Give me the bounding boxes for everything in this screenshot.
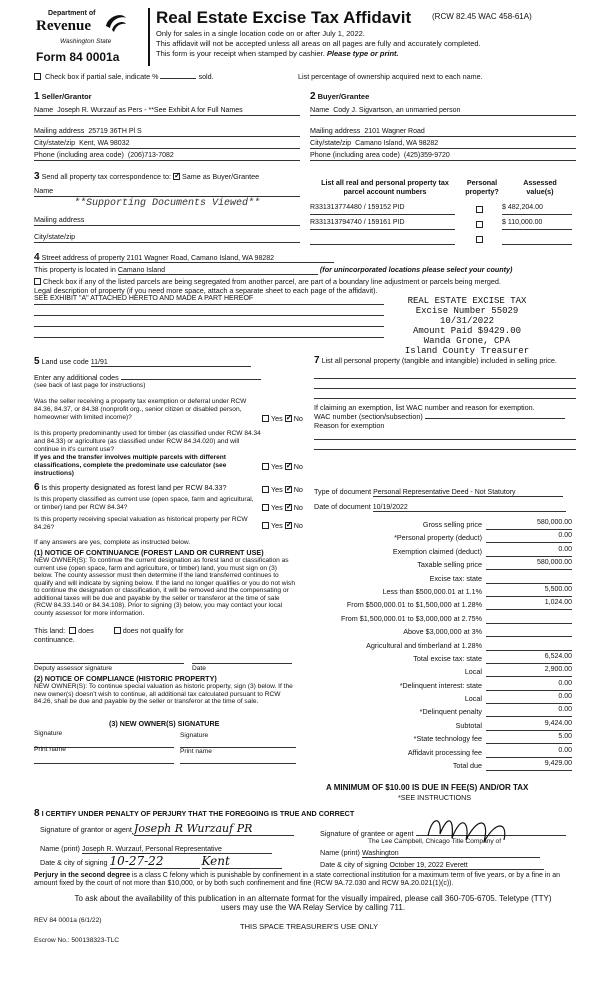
stamp-line: REAL ESTATE EXCISE TAX	[407, 296, 527, 306]
tax-row-label: Exemption claimed (deduct)	[392, 546, 482, 556]
tax-row-label: *Delinquent penalty	[419, 707, 482, 717]
tax-row	[314, 705, 576, 718]
personal-property-checkbox[interactable]	[476, 221, 483, 228]
grantee-name-row	[320, 848, 540, 858]
correspondence-section	[34, 171, 300, 243]
correspondence-city-label: City/state/zip	[34, 232, 76, 241]
seller-number: 1	[34, 91, 40, 102]
document-date-field[interactable]: 10/19/2022	[373, 504, 566, 512]
location-number: 4	[34, 252, 40, 263]
tax-row-value[interactable]: 6,524.00	[486, 653, 572, 664]
no-label: No	[293, 521, 303, 530]
stamp-line: Amount Paid $9429.00	[412, 326, 522, 336]
segregated-label: Check box if any of the listed parcels are being segregated from another parcel, are part of a boundary line adjustment or parcels being merged.	[43, 277, 501, 286]
street-label: Street address of property	[41, 253, 125, 262]
yes-label: Yes	[271, 462, 283, 471]
tax-row	[314, 665, 576, 678]
header-note-3	[156, 49, 399, 58]
tax-row	[314, 545, 576, 558]
seller-section	[34, 91, 300, 161]
landuse-label: Land use code	[41, 357, 89, 366]
timber-yes-checkbox[interactable]	[262, 463, 269, 470]
tax-row-value[interactable]	[486, 626, 572, 637]
stamp-line: Wanda Grone, CPA	[423, 336, 511, 346]
yes-label: Yes	[271, 485, 283, 494]
personal-property-checkbox[interactable]	[476, 206, 483, 213]
personal-property-number: 7	[314, 355, 320, 366]
additional-codes-row	[34, 373, 310, 382]
new-owner-signature-field-2[interactable]	[180, 738, 296, 748]
reason-row	[314, 421, 576, 430]
buyer-name-row	[310, 105, 576, 116]
wac-row	[314, 412, 576, 421]
buyer-phone-label: Phone (including area code)	[310, 150, 400, 159]
tax-row-label: From $500,000.01 to $1,500,000 at 1.28%	[346, 600, 482, 610]
no-label: No	[293, 462, 303, 471]
forest-no-checkbox[interactable]	[285, 486, 292, 493]
segregated-checkbox[interactable]	[34, 278, 41, 285]
tax-row-value[interactable]: 0.00	[486, 693, 572, 704]
forest-question	[34, 482, 264, 493]
buyer-city-row	[310, 138, 576, 149]
print-name-field-2[interactable]	[180, 754, 296, 764]
tax-row-value[interactable]	[486, 613, 572, 624]
grantor-signature-field[interactable]: Joseph R Wurzauf PR	[134, 822, 294, 836]
compliance-heading: (2) NOTICE OF COMPLIANCE (HISTORIC PROPERTY)	[34, 674, 217, 683]
buyer-name-field[interactable]: Cody J. Sigvartson, an unmarried person	[333, 107, 461, 114]
signature-label-2: Signature	[180, 732, 209, 739]
reason-line[interactable]	[314, 430, 576, 440]
grantee-signature-label: Signature of grantee or agent	[320, 829, 414, 838]
deputy-signature-label: Deputy assessor signature	[34, 665, 113, 672]
grantor-name-label: Name (print)	[40, 844, 80, 853]
print-name-field[interactable]	[34, 754, 174, 764]
print-name-label: Print name	[34, 746, 66, 753]
located-row	[34, 265, 578, 275]
tax-row-label: Above $3,000,000 at 3%	[403, 627, 482, 637]
wac-number-label: WAC number (section/subsection)	[314, 412, 423, 421]
tax-table	[314, 518, 576, 772]
yes-label: Yes	[271, 414, 283, 423]
dept-of-label: Department of	[48, 10, 96, 17]
ownership-note: List percentage of ownership acquired next to each name.	[298, 72, 483, 81]
tax-row	[314, 598, 576, 611]
correspondence-name-label: Name	[34, 186, 54, 195]
partial-percent-field[interactable]	[160, 78, 196, 79]
tax-row-label: Agricultural and timberland at 1.28%	[366, 640, 482, 650]
continuance-label: continuance.	[34, 635, 75, 644]
tax-row-value[interactable]: 0.00	[486, 532, 572, 543]
perjury-text: is a class C felony which is punishable by confinement in a state correctional institution for a maximum term of five years, or by a fine in an amount fixed by the court of not more than $10,000, or by both such confinement and fine (RCW 9A.72.030 and RCW 9A.20.021(1)(c)).	[34, 872, 561, 887]
swirl-icon	[104, 12, 128, 36]
minimum-due-note: A MINIMUM OF $10.00 IS DUE IN FEE(S) AND/OR TAX	[326, 783, 529, 792]
exemption-answer	[262, 414, 303, 423]
tax-row-value[interactable]: 580,000.00	[486, 519, 572, 530]
tax-row	[314, 732, 576, 745]
certify-number: 8	[34, 808, 40, 819]
current-use-answer	[262, 503, 303, 512]
parcel-row	[310, 204, 576, 216]
partial-sale-label: Check box if partial sale, indicate %	[45, 72, 159, 81]
treasurer-stamp	[392, 296, 542, 356]
legal-label: Legal description of property (if you need more space, attach a separate sheet to each page of the affidavit).	[34, 286, 378, 295]
tax-row-label: Taxable selling price	[417, 560, 482, 570]
personal-property-line[interactable]	[314, 369, 576, 379]
deputy-date-label: Date	[192, 665, 206, 672]
assessed-value[interactable]: $ 482,204.00	[502, 204, 572, 215]
tax-row-label: Excise tax: state	[429, 573, 482, 583]
parcel-col-header: List all real and personal property tax parcel account numbers	[321, 178, 449, 196]
same-as-buyer-checkbox[interactable]	[173, 173, 180, 180]
receipt-note: This form is your receipt when stamped by cashier.	[156, 49, 325, 58]
tax-row	[314, 639, 576, 652]
rev-number: REV 84 0001a (6/1/22)	[34, 917, 102, 924]
certify-heading: I CERTIFY UNDER PENALTY OF PERJURY THAT THE FOREGOING IS TRUE AND CORRECT	[41, 809, 355, 818]
segregated-row	[34, 277, 578, 286]
tax-row-label: Local	[464, 667, 482, 677]
company-line: The Lee Campbell, Chicago Title Company of	[368, 838, 502, 845]
seller-phone-row	[34, 150, 300, 161]
tax-row-label: Total due	[452, 761, 482, 771]
seller-mailing-row	[34, 126, 300, 137]
see-instructions-note: *SEE INSTRUCTIONS	[398, 793, 472, 802]
see-back-note: (see back of last page for instructions)	[34, 382, 146, 389]
tax-row-label: Total excise tax: state	[413, 653, 482, 663]
correspondence-text: Send all property tax correspondence to:	[41, 172, 172, 181]
forest-yes-checkbox[interactable]	[262, 486, 269, 493]
wac-label: If claiming an exemption, list WAC number and reason for exemption.	[314, 403, 535, 412]
correspondence-number: 3	[34, 171, 40, 182]
dor-logo	[8, 8, 140, 56]
grantee-name-label: Name (print)	[320, 848, 360, 857]
personal-property-label: List all personal property (tangible and intangible) included in selling price.	[321, 356, 557, 365]
seller-phone-field[interactable]: (206)713-7082	[127, 152, 174, 159]
parcel-number[interactable]: R331313794740 / 159161 PID	[310, 219, 455, 230]
exemption-no-checkbox[interactable]	[285, 415, 292, 422]
tax-row-value[interactable]: 5.00	[486, 733, 572, 744]
partial-sale-row	[34, 72, 214, 81]
parcel-number[interactable]	[310, 234, 455, 245]
type-print-note: Please type or print.	[326, 49, 399, 58]
exemption-yes-checkbox[interactable]	[262, 415, 269, 422]
personal-property-line[interactable]	[314, 389, 576, 399]
tax-row	[314, 531, 576, 544]
tax-row	[314, 612, 576, 625]
seller-city-row	[34, 138, 300, 149]
tax-row-value[interactable]: 9,429.00	[486, 760, 572, 771]
grantee-date-label: Date & city of signing	[320, 860, 388, 869]
assessed-value[interactable]	[502, 234, 572, 245]
grantee-date-field[interactable]: October 19, 2022 Everett	[390, 862, 544, 870]
additional-codes-field[interactable]	[121, 379, 261, 380]
new-owner-heading: (3) NEW OWNER(S) SIGNATURE	[109, 719, 220, 728]
personal-property-line[interactable]	[314, 379, 576, 389]
historic-question: Is this property receiving special valuation as historical property per RCW 84.26?	[34, 516, 248, 531]
legal-description[interactable]: SEE EXHIBIT "A" ATTACHED HERETO AND MADE A PART HEREOF	[34, 295, 384, 305]
header-divider	[148, 8, 150, 66]
tax-row-value[interactable]	[486, 573, 572, 584]
personal-property-section	[314, 356, 576, 450]
tax-row-value[interactable]: 1,024.00	[486, 599, 572, 610]
tax-row	[314, 719, 576, 732]
located-label: This property is located in	[34, 265, 116, 274]
yes-label: Yes	[271, 503, 283, 512]
seller-name-field[interactable]: Joseph R. Wurzauf as Pers - **See Exhibit A for Full Names	[57, 107, 243, 114]
tax-row-label: Gross selling price	[422, 520, 482, 529]
tax-row-label: From $1,500,000.01 to $3,000,000 at 2.75%	[340, 613, 482, 623]
buyer-city-field[interactable]: Camano Island, WA 98282	[355, 140, 439, 147]
correspondence-mailing-row[interactable]	[34, 215, 300, 226]
tax-row	[314, 652, 576, 665]
tax-row	[314, 625, 576, 638]
no-label: No	[293, 503, 303, 512]
header-note-2: This affidavit will not be accepted unless all areas on all pages are fully and accurately completed.	[156, 39, 481, 48]
document-date-row	[314, 502, 566, 512]
tax-row-value[interactable]: 2,900.00	[486, 666, 572, 677]
landuse-code-field[interactable]: 11/91	[91, 359, 251, 367]
buyer-city-label: City/state/zip	[310, 138, 352, 147]
tax-row	[314, 585, 576, 598]
deputy-signature-field[interactable]	[34, 654, 184, 664]
seller-city-label: City/state/zip	[34, 138, 76, 147]
form-number: Form 84 0001a	[36, 50, 120, 64]
this-land-label: This land:	[34, 626, 66, 635]
perjury-bold: Perjury in the second degree	[34, 872, 131, 879]
forest-answer	[262, 485, 303, 494]
alt-format-notice: To ask about the availability of this publication in an alternate format for the visually impaired, please call 360-705-6705. Teletype (TTY) users may use the WA Relay Service by calling 711.	[74, 894, 552, 912]
personal-property-checkbox[interactable]	[476, 236, 483, 243]
tax-row-value[interactable]	[486, 640, 572, 651]
continuance-heading: (1) NOTICE OF CONTINUANCE (FOREST LAND OR CURRENT USE)	[34, 548, 264, 557]
tax-row	[314, 558, 576, 571]
same-as-buyer-label: Same as Buyer/Grantee	[182, 172, 260, 181]
rcw-reference: (RCW 82.45 WAC 458-61A)	[432, 12, 532, 21]
historic-answer	[262, 521, 303, 530]
tax-row-label: Local	[464, 694, 482, 704]
grantor-date-field[interactable]: 10-27-22	[110, 854, 200, 869]
personal-col-header: Personal property?	[465, 178, 499, 196]
current-use-no-checkbox[interactable]	[285, 504, 292, 511]
grantee-name-field[interactable]: Washington	[362, 850, 540, 858]
street-row	[34, 252, 334, 263]
grantor-signature-row	[40, 822, 308, 836]
tax-row	[314, 692, 576, 705]
buyer-number: 2	[310, 91, 316, 102]
grantor-name-field[interactable]: Joseph R. Wurzauf, Personal Representative	[82, 846, 272, 854]
page-title: Real Estate Excise Tax Affidavit	[156, 8, 412, 27]
supporting-docs-stamp: **Supporting Documents Viewed**	[73, 198, 261, 209]
print-name-label-2: Print name	[180, 748, 212, 755]
does-not-label: does not qualify for	[122, 626, 184, 635]
seller-name-row	[34, 105, 300, 116]
tax-row-label: *State technology fee	[413, 734, 482, 744]
if-any-note: If any answers are yes, complete as instructed below.	[34, 539, 191, 546]
legal-line[interactable]	[34, 327, 384, 338]
current-use-yes-checkbox[interactable]	[262, 504, 269, 511]
timber-question: Is this property predominantly used for timber (as classified under RCW 84.34 and 84.33) or agriculture (as classified under RCW 84.34.020) and will continue in it's current use?	[34, 430, 261, 453]
yes-label: Yes	[271, 521, 283, 530]
timber-no-checkbox[interactable]	[285, 463, 292, 470]
treasurer-only-label: THIS SPACE TREASURER'S USE ONLY	[240, 922, 379, 931]
current-use-question: Is this property classified as current use (open space, farm and agricultural, or timber) land per RCW 84.34?	[34, 496, 254, 511]
located-field[interactable]: Camano Island	[118, 267, 318, 275]
no-label: No	[293, 414, 303, 423]
parcel-number[interactable]: R331313774480 / 159152 PID	[310, 204, 455, 215]
tax-row-value[interactable]: 0.00	[486, 747, 572, 758]
tax-row-value[interactable]: 5,500.00	[486, 586, 572, 597]
assessed-col-header: Assessed value(s)	[523, 178, 557, 196]
grantor-city-field[interactable]: Kent	[202, 854, 282, 869]
tax-row-label: *Delinquent interest: state	[399, 680, 482, 690]
document-type-field[interactable]: Personal Representative Deed - Not Statutory	[373, 489, 563, 497]
grantor-date-row	[40, 854, 282, 869]
sold-label: sold.	[198, 72, 214, 81]
buyer-phone-field[interactable]: (425)359-9720	[403, 152, 450, 159]
timber-answer	[262, 462, 303, 471]
legal-line[interactable]	[34, 316, 384, 327]
header-note-1: Only for sales in a single location code on or after July 1, 2022.	[156, 29, 365, 38]
historic-no-checkbox[interactable]	[285, 522, 292, 529]
tax-row-label: Affidavit processing fee	[407, 747, 482, 757]
stamp-line: 10/31/2022	[439, 316, 494, 326]
state-label: Washington State	[60, 38, 112, 45]
buyer-mailing-field[interactable]: 2101 Wagner Road	[364, 128, 425, 135]
seller-mailing-field[interactable]: 25719 36TH Pl S	[88, 128, 142, 135]
legal-line[interactable]	[34, 305, 384, 316]
does-label: does	[78, 626, 94, 635]
landuse-number: 5	[34, 356, 40, 367]
document-type-row	[314, 487, 563, 497]
multiple-parcels-note: If yes and the transfer involves multiple parcels with different classifications, complete the predominate use calculator (see instructions)	[34, 454, 227, 477]
parcel-row	[310, 234, 576, 246]
buyer-name-label: Name	[310, 105, 330, 114]
stamp-line: Island County Treasurer	[404, 346, 530, 356]
seller-city-field[interactable]: Kent, WA 98032	[79, 140, 130, 147]
partial-sale-checkbox[interactable]	[34, 73, 41, 80]
landuse-section	[34, 356, 310, 477]
buyer-section	[310, 91, 576, 161]
grantee-date-row	[320, 860, 544, 870]
street-field[interactable]: 2101 Wagner Road, Camano Island, WA 98282	[126, 255, 275, 262]
does-not-checkbox[interactable]	[114, 627, 121, 634]
tax-row	[314, 572, 576, 585]
escrow-number: Escrow No.: 500138323-TLC	[34, 937, 120, 944]
grantor-name-row	[40, 844, 272, 854]
exemption-question: Was the seller receiving a property tax exemption or deferral under RCW 84.36, 84.37, or 84.38 (nonprofit org., senior citizen or disabled person, homeowner with limited income)?	[34, 398, 247, 421]
buyer-mailing-row	[310, 126, 576, 137]
stamp-line: Excise Number 55029	[415, 306, 519, 316]
signature-label: Signature	[34, 730, 63, 737]
tax-row-value[interactable]: 0.00	[486, 546, 572, 557]
tax-row-value[interactable]: 9,424.00	[486, 720, 572, 731]
continuance-body: NEW OWNER(S): To continue the current designation as forest land or classification as current use (open space, farm and agriculture, or timber) land, you must sign on (3) below. The county assessor must then determine if the land transferred continues to qualify and will indicate by signing below. If the land no longer qualifies or you do not wish to continue the designation or classification, it will be removed and the compensating or additional taxes will be due and payable by the seller or transferor at the time of sale (RCW 84.33.140 or 84.34.108). Prior to signing (3) below, you may contact your local county assessor for more information.	[34, 557, 295, 617]
revenue-wordmark: Revenue	[36, 18, 91, 34]
forest-question-text: Is this property designated as forest land per RCW 84.33?	[41, 483, 227, 492]
tax-row-value[interactable]: 0.00	[486, 706, 572, 717]
correspondence-name-row[interactable]	[34, 186, 300, 197]
tax-row	[314, 746, 576, 759]
deputy-date-field[interactable]	[192, 654, 292, 664]
correspondence-mailing-label: Mailing address	[34, 215, 85, 224]
this-land-row	[34, 626, 183, 635]
document-date-label: Date of document	[314, 502, 371, 511]
buyer-mailing-label: Mailing address	[310, 126, 361, 135]
seller-phone-label: Phone (including area code)	[34, 150, 124, 159]
document-type-label: Type of document	[314, 487, 372, 496]
wac-number-field[interactable]	[425, 418, 565, 419]
does-checkbox[interactable]	[69, 627, 76, 634]
tax-row-label: *Personal property (deduct)	[394, 533, 482, 543]
no-label: No	[293, 485, 303, 494]
parcel-row	[310, 219, 576, 231]
correspondence-city-row[interactable]	[34, 232, 300, 243]
seller-name-label: Name	[34, 105, 54, 114]
tax-row-label: Subtotal	[455, 720, 482, 730]
seller-heading: Seller/Grantor	[41, 92, 92, 101]
reason-label: Reason for exemption	[314, 421, 385, 430]
historic-yes-checkbox[interactable]	[262, 522, 269, 529]
tax-row-value[interactable]: 580,000.00	[486, 559, 572, 570]
seller-mailing-label: Mailing address	[34, 126, 85, 135]
tax-row	[314, 759, 576, 772]
assessed-value[interactable]: $ 110,000.00	[502, 219, 572, 230]
grantor-date-label: Date & city of signing	[40, 858, 108, 867]
buyer-heading: Buyer/Grantee	[317, 92, 370, 101]
tax-row	[314, 679, 576, 692]
compliance-body: NEW OWNER(S): To continue special valuation as historic property, sign (3) below. If the new owner(s) doesn't wish to continue, all additional tax calculated pursuant to RCW 84.26, shall be due and payable by the seller or transferor at the time of sale.	[34, 683, 293, 705]
buyer-phone-row	[310, 150, 576, 161]
unincorporated-note: (for unincorporated locations please select your county)	[319, 265, 513, 274]
additional-codes-label: Enter any additional codes	[34, 373, 119, 382]
tax-row-value[interactable]: 0.00	[486, 680, 572, 691]
reason-line[interactable]	[314, 440, 576, 450]
current-use-number: 6	[34, 482, 40, 493]
perjury-notice	[34, 872, 580, 888]
tax-row	[314, 518, 576, 531]
tax-row-label: Less than $500,000.01 at 1.1%	[382, 586, 482, 596]
grantor-signature-label: Signature of grantor or agent	[40, 825, 132, 834]
